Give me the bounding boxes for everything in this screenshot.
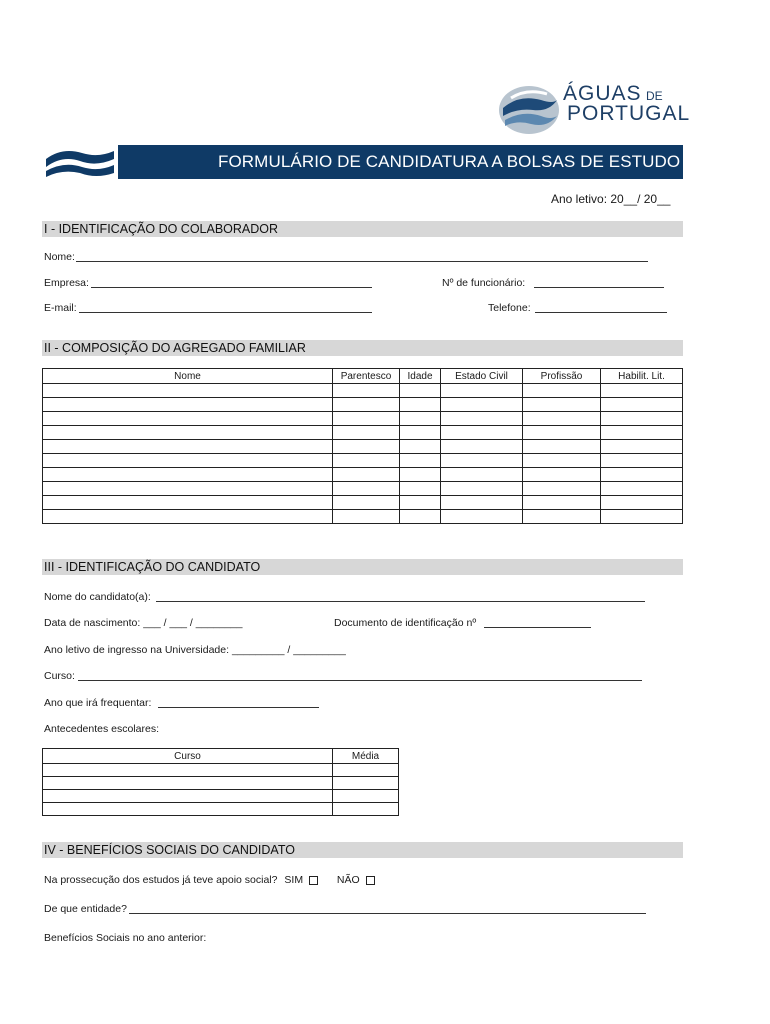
email-field[interactable] [79,312,372,313]
course-label: Curso: [44,670,75,682]
table-row[interactable] [43,440,683,454]
support-question: Na prossecução dos estudos já teve apoio social? [44,874,278,886]
entity-field[interactable] [129,913,646,914]
brand-line1-small: DE [645,89,663,103]
col-parentesco: Parentesco [333,369,400,384]
brand-logo [497,80,691,136]
yes-label: SIM [284,874,304,886]
table-row[interactable] [43,790,399,803]
email-label: E-mail: [44,302,77,314]
table-row[interactable] [43,398,683,412]
col-profissao: Profissão [523,369,601,384]
table-row[interactable] [43,777,399,790]
antecedents-label: Antecedentes escolares: [44,723,159,735]
col-nome: Nome [43,369,333,384]
phone-field[interactable] [535,312,667,313]
table-row[interactable] [43,454,683,468]
employee-no-label: Nº de funcionário: [442,277,526,289]
no-checkbox[interactable] [366,876,375,885]
yes-checkbox[interactable] [309,876,318,885]
waves-icon [42,145,118,179]
col-idade: Idade [400,369,441,384]
name-field[interactable] [76,261,648,262]
household-table [42,368,683,524]
no-label: NÃO [336,874,360,886]
table-row[interactable] [43,468,683,482]
antecedents-table [42,748,399,816]
company-field[interactable] [91,287,372,288]
company-label: Empresa: [44,277,89,289]
candidate-name-label: Nome do candidato(a): [44,591,151,603]
table-row[interactable] [43,803,399,816]
brand-line1: ÁGUAS [563,82,642,105]
col-habilit: Habilit. Lit. [601,369,683,384]
year-attend-label: Ano que irá frequentar: [44,697,152,709]
birth-date-label: Data de nascimento: ___ / ___ / ________ [44,617,243,629]
ingress-year-label: Ano letivo de ingresso na Universidade: _________ / _________ [44,644,346,656]
table-row[interactable] [43,426,683,440]
section-2-title: II - COMPOSIÇÃO DO AGREGADO FAMILIAR [42,340,683,356]
course-field[interactable] [78,680,642,681]
support-row [44,874,375,886]
benefits-label: Benefícios Sociais no ano anterior: [44,932,207,944]
form-title: FORMULÁRIO DE CANDIDATURA A BOLSAS DE ESTUDO AdP [218,152,717,171]
col-estado-civil: Estado Civil [441,369,523,384]
year-attend-field[interactable] [158,707,319,708]
employee-no-field[interactable] [534,287,664,288]
table-row[interactable] [43,384,683,398]
col-media: Média [333,749,399,764]
waves-icon [497,80,561,136]
name-label: Nome: [44,251,75,263]
section-3-title: III - IDENTIFICAÇÃO DO CANDIDATO [42,559,683,575]
entity-label: De que entidade? [44,903,127,915]
phone-label: Telefone: [488,302,531,314]
table-row[interactable] [43,412,683,426]
candidate-name-field[interactable] [156,601,645,602]
table-row[interactable] [43,510,683,524]
table-row[interactable] [43,764,399,777]
section-4-title: IV - BENEFÍCIOS SOCIAIS DO CANDIDATO [42,842,683,858]
school-year: Ano letivo: 20__/ 20__ [551,192,671,206]
table-row[interactable] [43,482,683,496]
id-doc-label: Documento de identificação nº [334,617,477,629]
brand-line2: PORTUGAL [567,102,691,125]
table-row[interactable] [43,496,683,510]
id-doc-field[interactable] [484,627,591,628]
col-curso: Curso [43,749,333,764]
section-1-title: I - IDENTIFICAÇÃO DO COLABORADOR [42,221,683,237]
header-logo-box [42,145,118,179]
